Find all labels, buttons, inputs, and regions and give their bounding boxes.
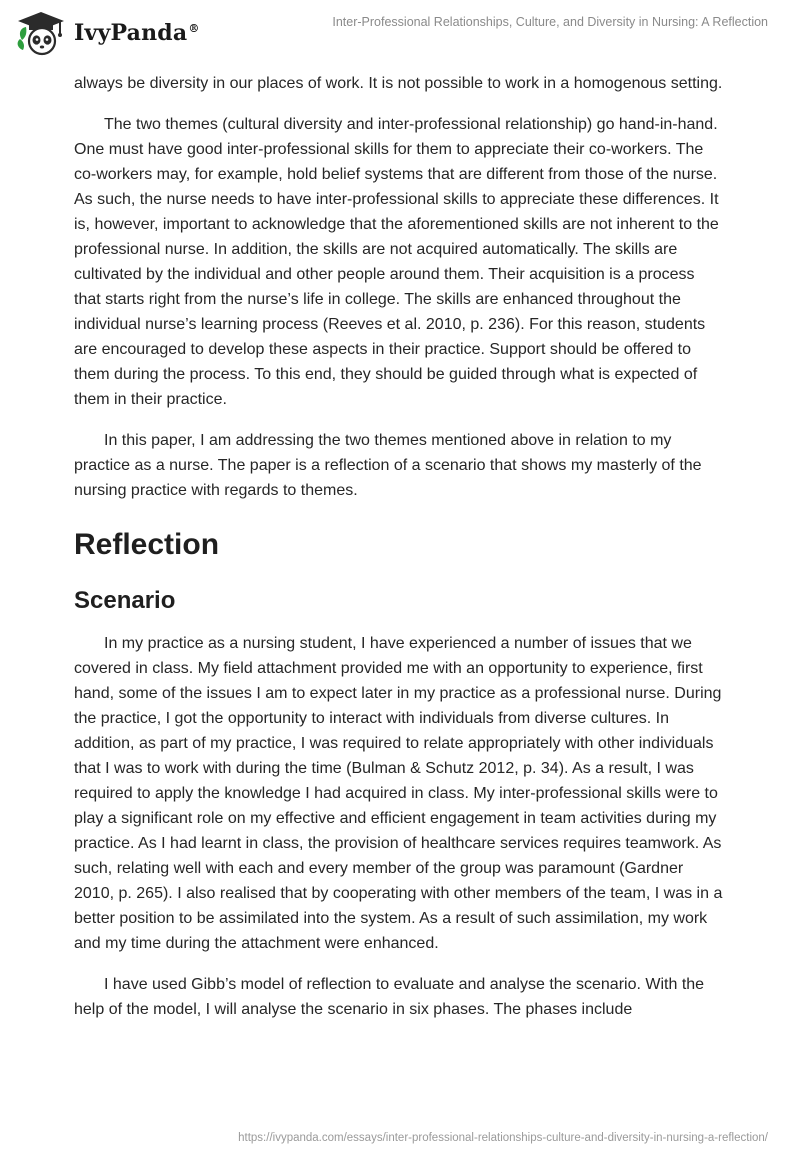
paragraph-continued: always be diversity in our places of work. It is not possible to work in a homogenous setting. — [74, 75, 723, 92]
heading-reflection: Reflection — [74, 528, 220, 561]
paragraph-themes: The two themes (cultural diversity and inter-professional relationship) go hand-in-hand. One must have good inter-professional skills for them to appreciate their co-workers. The co-workers may, for example, hold belief systems that are different from those of the nurse. As such, the nurse needs to have inter-professional skills to appreciate these differences. It is, however, important to acknowledge that the aforementioned skills are not inherent to the professional nurse. In addition, the skills are not acquired automatically. The skills are cultivated by the individual and other people around them. Their acquisition is a process that starts right from the nurse’s life in college. The skills are enhanced throughout the individual nurse’s learning process (Reeves et al. 2010, p. 236). For this reason, students are encouraged to develop these aspects in their practice. Support should be offered to them during the process. To this end, they should be guided through what is expected of them in their practice. — [74, 116, 719, 408]
essay-body — [74, 71, 724, 1022]
heading-scenario: Scenario — [74, 587, 176, 614]
document-title: Inter-Professional Relationships, Culture, and Diversity in Nursing: A Reflection — [332, 15, 768, 29]
logo-wordmark: IvyPanda® — [74, 20, 200, 46]
paragraph-gibbs-model: I have used Gibb’s model of reflection to evaluate and analyse the scenario. With the help of the model, I will analyse the scenario in six phases. The phases include — [74, 976, 705, 1018]
panda-graduate-icon — [16, 10, 66, 56]
ivypanda-logo[interactable] — [16, 10, 200, 56]
paragraph-scenario: In my practice as a nursing student, I have experienced a number of issues that we covered in class. My field attachment provided me with an opportunity to experience, first hand, some of the issues I am to expect later in my practice as a professional nurse. During the practice, I got the opportunity to interact with individuals from diverse cultures. In addition, as part of my practice, I was required to relate appropriately with other individuals that I was to work with during the time (Bulman & Schutz 2012, p. 34). As a result, I was required to apply the knowledge I had acquired in class. My inter-professional skills were to play a significant role on my effective and efficient engagement in team activities during my practice. As I had learnt in class, the provision of healthcare services requires teamwork. As such, relating well with each and every member of the group was paramount (Gardner 2010, p. 265). I also realised that by cooperating with other members of the team, I was in a better position to be assimilated into the system. As a result of such assimilation, my work and my time during the attachment were enhanced. — [74, 635, 723, 952]
paragraph-purpose: In this paper, I am addressing the two themes mentioned above in relation to my practice as a nurse. The paper is a reflection of a scenario that shows my masterly of the nursing practice with regards to themes. — [74, 432, 702, 499]
source-url[interactable]: https://ivypanda.com/essays/inter-professional-relationships-culture-and-diversity-in-nursing-a-reflection/ — [238, 1132, 768, 1144]
page-header — [0, 0, 800, 70]
